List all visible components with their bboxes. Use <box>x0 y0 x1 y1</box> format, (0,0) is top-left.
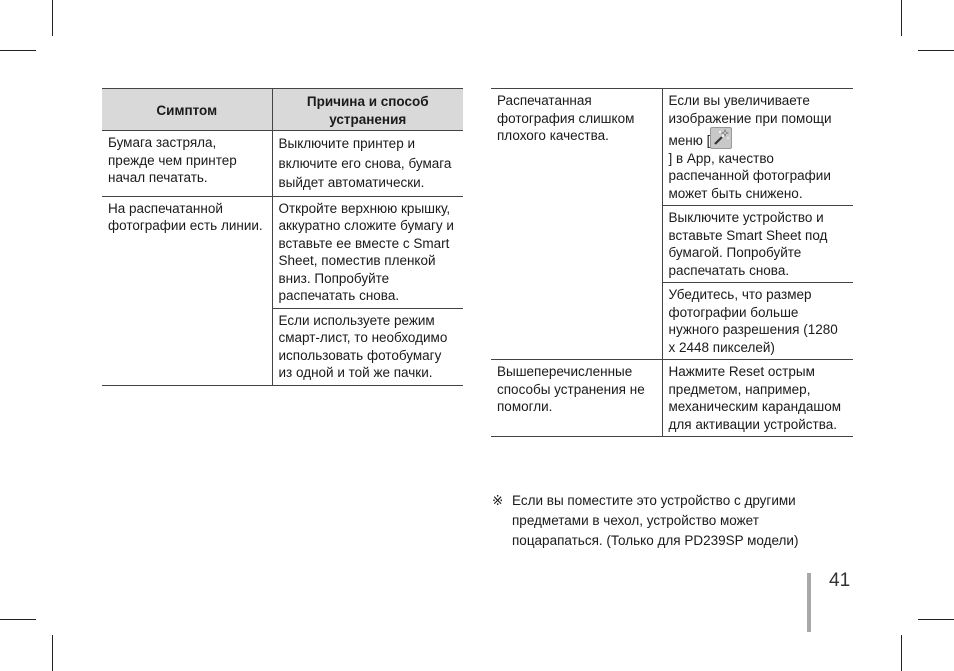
page-number-bar <box>807 573 811 632</box>
page-number: 41 <box>829 570 851 591</box>
footnote <box>492 491 852 551</box>
cause-cell: Откройте верхнюю крышку, аккуратно сложите бумагу и вставьте ее вместе с Smart Sheet, поместив пленкой вниз. Попробуйте распечатать снова. <box>272 196 463 308</box>
crop-mark <box>52 635 53 671</box>
table-row <box>102 196 463 308</box>
table-row <box>491 89 853 206</box>
header-cause-solution: Причина и способ устранения <box>272 89 463 131</box>
cause-text: ] в App, качество распечанной фотографии может быть снижено. <box>668 150 831 201</box>
crop-mark <box>0 619 36 620</box>
cause-cell <box>662 89 853 206</box>
crop-mark <box>52 0 53 36</box>
magic-wand-icon <box>710 127 732 149</box>
cause-cell: Нажмите Reset острым предметом, например, механическим карандашом для активации устройства. <box>662 360 853 437</box>
crop-mark <box>918 50 954 51</box>
table-row <box>491 360 853 437</box>
note-text: Если вы поместите это устройство с другими предметами в чехол, устройство может поцарапаться. (Только для PD239SP модели) <box>512 493 799 548</box>
table-header-row <box>102 89 463 131</box>
header-symptom: Симптом <box>102 89 272 131</box>
cause-cell: Убедитесь, что размер фотографии больше нужного разрешения (1280 x 2448 пикселей) <box>662 283 853 360</box>
troubleshooting-table-right <box>491 88 853 437</box>
note-mark: ※ <box>492 493 504 508</box>
cause-text: Если вы увеличиваете изображение при помощи меню [ <box>668 93 832 148</box>
symptom-cell: Вышеперечисленные способы устранения не помогли. <box>491 360 662 437</box>
crop-mark <box>901 635 902 671</box>
crop-mark <box>901 0 902 36</box>
symptom-cell: На распечатанной фотографии есть линии. <box>102 196 272 385</box>
crop-mark <box>918 619 954 620</box>
cause-cell: Если используете режим смарт-лист, то необходимо использовать фотобумагу из одной и той же пачки. <box>272 308 463 385</box>
symptom-cell: Бумага застряла, прежде чем принтер начал печатать. <box>102 131 272 197</box>
cause-cell: Выключите принтер и включите его снова, бумага выйдет автоматически. <box>278 136 452 190</box>
cause-cell: Выключите устройство и вставьте Smart Sheet под бумагой. Попробуйте распечатать снова. <box>662 206 853 283</box>
crop-mark <box>0 50 36 51</box>
symptom-cell: Распечатанная фотография слишком плохого качества. <box>491 89 662 360</box>
table-row <box>102 131 463 197</box>
troubleshooting-table-left <box>102 88 463 386</box>
